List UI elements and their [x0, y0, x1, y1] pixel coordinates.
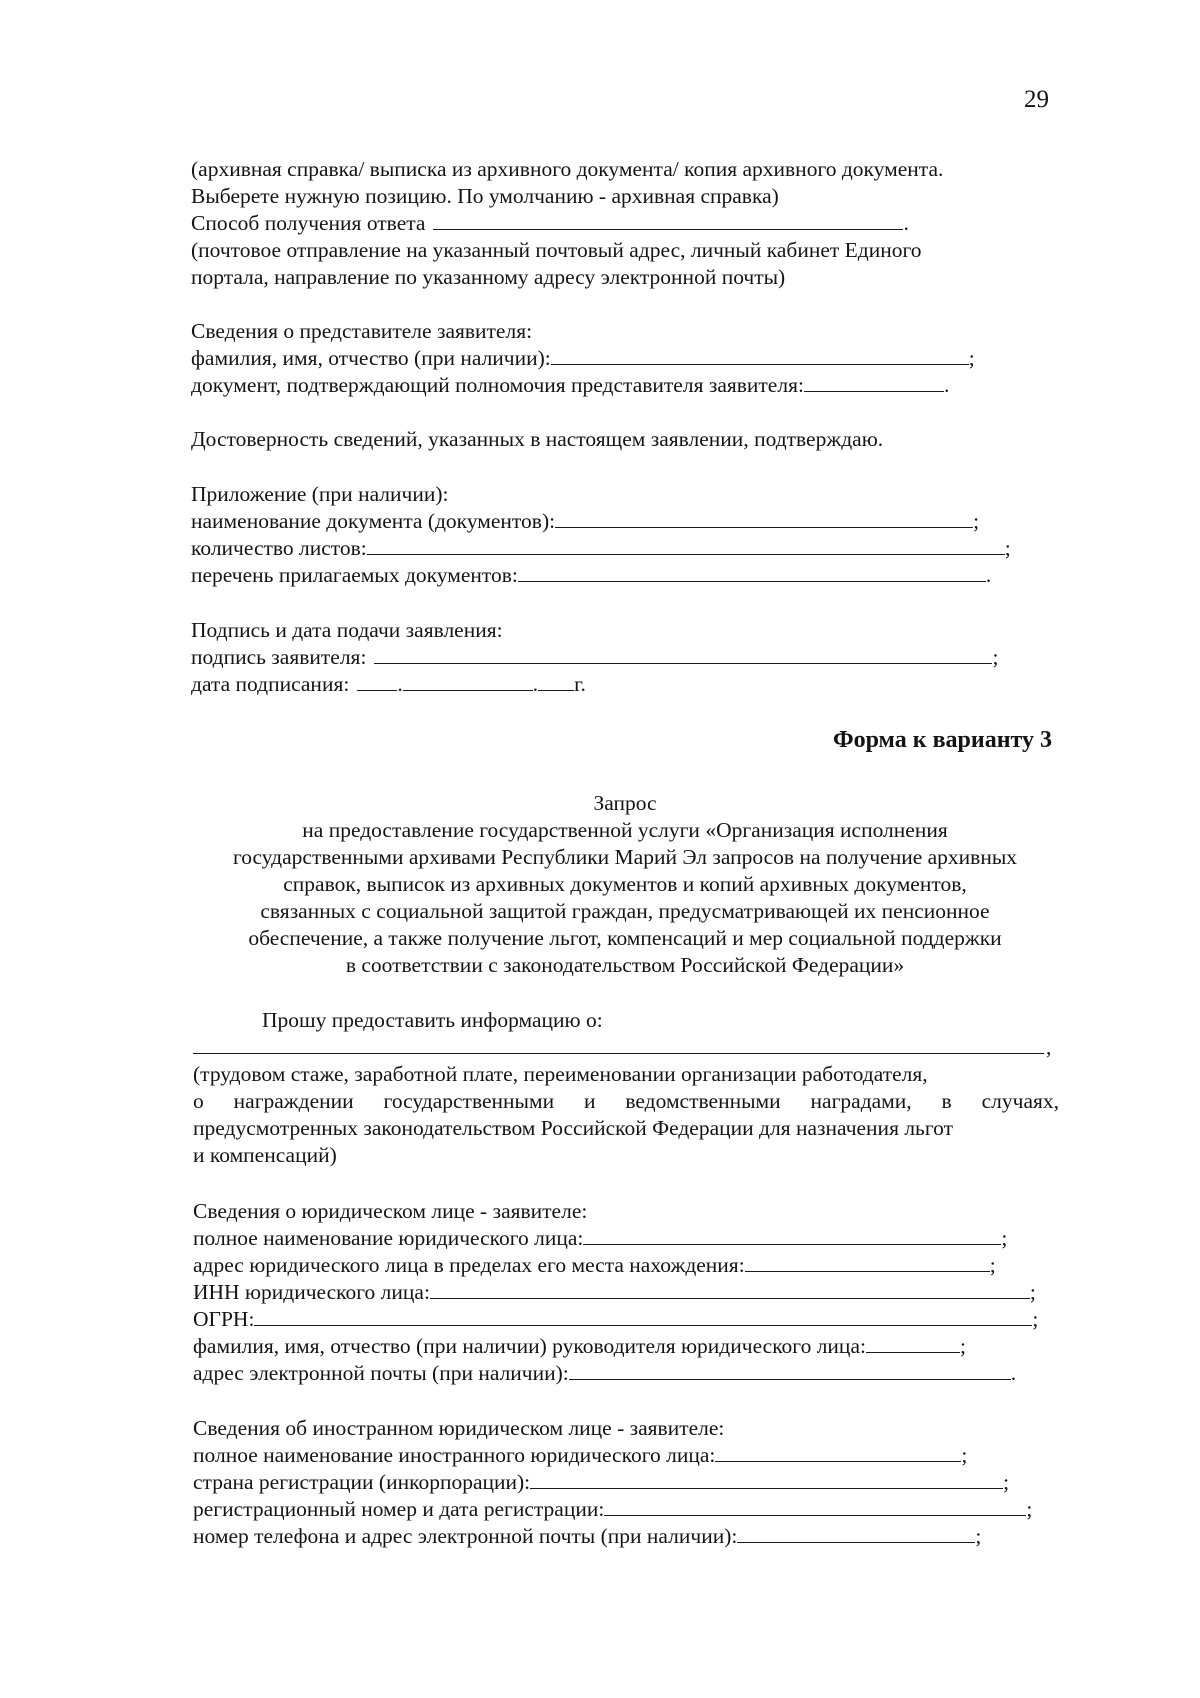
legal-address-field[interactable]	[745, 1252, 990, 1272]
representative-doc-label: документ, подтверждающий полномочия представителя заявителя:	[191, 373, 804, 397]
representative-fio-end: ;	[968, 346, 975, 370]
attachment-title: Приложение (при наличии):	[191, 482, 449, 506]
date-dot-2: .	[532, 672, 539, 696]
legal-field-row	[193, 1279, 1036, 1305]
top-line-2: Выберете нужную позицию. По умолчанию - архивная справка)	[191, 184, 779, 208]
date-month-field[interactable]	[403, 671, 533, 691]
date-day-field[interactable]	[357, 671, 397, 691]
ask-end: ,	[1046, 1035, 1052, 1059]
ask-note-4: и компенсаций)	[193, 1143, 337, 1167]
legal-field-row	[193, 1333, 966, 1359]
representative-fio-field[interactable]	[551, 345, 969, 365]
legal-field-row	[193, 1225, 1007, 1251]
legal-field-label: ОГРН:	[193, 1307, 255, 1331]
legal-full-name-field[interactable]	[583, 1225, 1001, 1245]
foreign-field-end: ;	[1003, 1470, 1010, 1494]
date-year-field[interactable]	[538, 671, 574, 691]
legal-head-fio-field[interactable]	[866, 1333, 960, 1353]
representative-title: Сведения о представителе заявителя:	[191, 319, 533, 343]
legal-field-end: ;	[1001, 1226, 1008, 1250]
representative-fio-row	[191, 345, 975, 371]
legal-field-end: ;	[959, 1334, 966, 1358]
foreign-regnum-field[interactable]	[604, 1496, 1026, 1516]
legal-field-label: адрес юридического лица в пределах его места нахождения:	[193, 1253, 745, 1277]
attachment-sheets-end: ;	[1004, 536, 1011, 560]
foreign-country-field[interactable]	[530, 1469, 1003, 1489]
delivery-method-end: .	[903, 211, 909, 235]
foreign-field-row	[193, 1496, 1032, 1522]
request-line-6: в соответствии с законодательством Российской Федерации»	[345, 953, 905, 977]
attachment-list-label: перечень прилагаемых документов:	[191, 563, 518, 587]
legal-field-end: ;	[989, 1253, 996, 1277]
foreign-full-name-field[interactable]	[715, 1442, 961, 1462]
attachment-name-label: наименование документа (документов):	[191, 509, 556, 533]
request-title: Запрос	[593, 791, 657, 815]
signature-sign-label: подпись заявителя:	[191, 645, 367, 669]
foreign-field-label: полное наименование иностранного юридического лица:	[193, 1443, 716, 1467]
attachment-sheets-row	[191, 535, 1011, 561]
legal-field-row	[193, 1252, 996, 1278]
legal-field-row	[193, 1360, 1016, 1386]
delivery-method-row	[191, 210, 909, 236]
top-line-1: (архивная справка/ выписка из архивного документа/ копия архивного документа.	[191, 157, 944, 181]
representative-doc-end: .	[943, 373, 950, 397]
page-number: 29	[1024, 86, 1049, 113]
request-line-3: справок, выписок из архивных документов и копий архивных документов,	[283, 872, 967, 896]
request-line-2: государственными архивами Республики Марий Эл запросов на получение архивных	[232, 845, 1018, 869]
legal-field-row	[193, 1306, 1038, 1332]
ask-info-field[interactable]	[193, 1053, 1044, 1054]
request-line-1: на предоставление государственной услуги «Организация исполнения	[302, 818, 948, 842]
attachment-name-end: ;	[973, 509, 980, 533]
signature-sign-end: ;	[992, 645, 999, 669]
date-dot-1: .	[397, 672, 403, 696]
foreign-field-row	[193, 1442, 967, 1468]
legal-inn-field[interactable]	[430, 1279, 1030, 1299]
ask-note-1: (трудовом стаже, заработной плате, переименовании организации работодателя,	[193, 1062, 928, 1086]
signature-date-row	[191, 671, 586, 697]
attachment-list-row	[191, 562, 991, 588]
attachment-list-field[interactable]	[518, 562, 986, 582]
signature-sign-field[interactable]	[374, 644, 992, 664]
representative-doc-field[interactable]	[804, 372, 944, 392]
attachment-list-end: .	[985, 563, 992, 587]
attachment-sheets-field[interactable]	[367, 535, 1005, 555]
ask-label: Прошу предоставить информацию о:	[262, 1008, 603, 1032]
confirm-statement: Достоверность сведений, указанных в настоящем заявлении, подтверждаю.	[191, 427, 884, 451]
form-heading: Форма к варианту 3	[832, 727, 1052, 753]
legal-email-field[interactable]	[569, 1360, 1011, 1380]
legal-field-label: фамилия, имя, отчество (при наличии) руководителя юридического лица:	[193, 1334, 866, 1358]
legal-field-label: адрес электронной почты (при наличии):	[193, 1361, 569, 1385]
legal-field-label: ИНН юридического лица:	[193, 1280, 430, 1304]
ask-note-2: о награждении государственными и ведомственными наградами, в случаях,	[193, 1089, 1059, 1113]
request-line-5: обеспечение, а также получение льгот, компенсаций и мер социальной поддержки	[248, 926, 1002, 950]
legal-field-label: полное наименование юридического лица:	[193, 1226, 584, 1250]
delivery-method-field[interactable]	[433, 210, 903, 230]
foreign-field-end: ;	[975, 1524, 982, 1548]
legal-field-end: ;	[1032, 1307, 1039, 1331]
attachment-sheets-label: количество листов:	[191, 536, 367, 560]
foreign-field-end: ;	[1026, 1497, 1033, 1521]
foreign-entity-title: Сведения об иностранном юридическом лице - заявителе:	[193, 1416, 725, 1440]
foreign-field-row	[193, 1523, 981, 1549]
signature-title: Подпись и дата подачи заявления:	[191, 618, 503, 642]
foreign-phone-email-field[interactable]	[737, 1523, 975, 1543]
legal-ogrn-field[interactable]	[254, 1306, 1032, 1326]
representative-fio-label: фамилия, имя, отчество (при наличии):	[191, 346, 551, 370]
foreign-field-label: страна регистрации (инкорпорации):	[193, 1470, 531, 1494]
date-suffix: г.	[574, 672, 586, 696]
representative-doc-row	[191, 372, 949, 398]
request-line-4: связанных с социальной защитой граждан, предусматривающей их пенсионное	[260, 899, 990, 923]
foreign-field-end: ;	[961, 1443, 968, 1467]
legal-field-end: ;	[1029, 1280, 1036, 1304]
delivery-note-1: (почтовое отправление на указанный почтовый адрес, личный кабинет Единого	[191, 238, 922, 262]
signature-date-label: дата подписания:	[191, 672, 350, 696]
delivery-note-2: портала, направление по указанному адресу электронной почты)	[191, 265, 786, 289]
foreign-field-row	[193, 1469, 1009, 1495]
legal-field-end: .	[1010, 1361, 1017, 1385]
delivery-method-label: Способ получения ответа	[191, 211, 426, 235]
attachment-name-row	[191, 508, 979, 534]
attachment-name-field[interactable]	[555, 508, 973, 528]
legal-entity-title: Сведения о юридическом лице - заявителе:	[193, 1199, 588, 1223]
foreign-field-label: регистрационный номер и дата регистрации:	[193, 1497, 605, 1521]
ask-note-3: предусмотренных законодательством Российской Федерации для назначения льгот	[193, 1116, 954, 1140]
signature-sign-row	[191, 644, 998, 670]
foreign-field-label: номер телефона и адрес электронной почты (при наличии):	[193, 1524, 738, 1548]
